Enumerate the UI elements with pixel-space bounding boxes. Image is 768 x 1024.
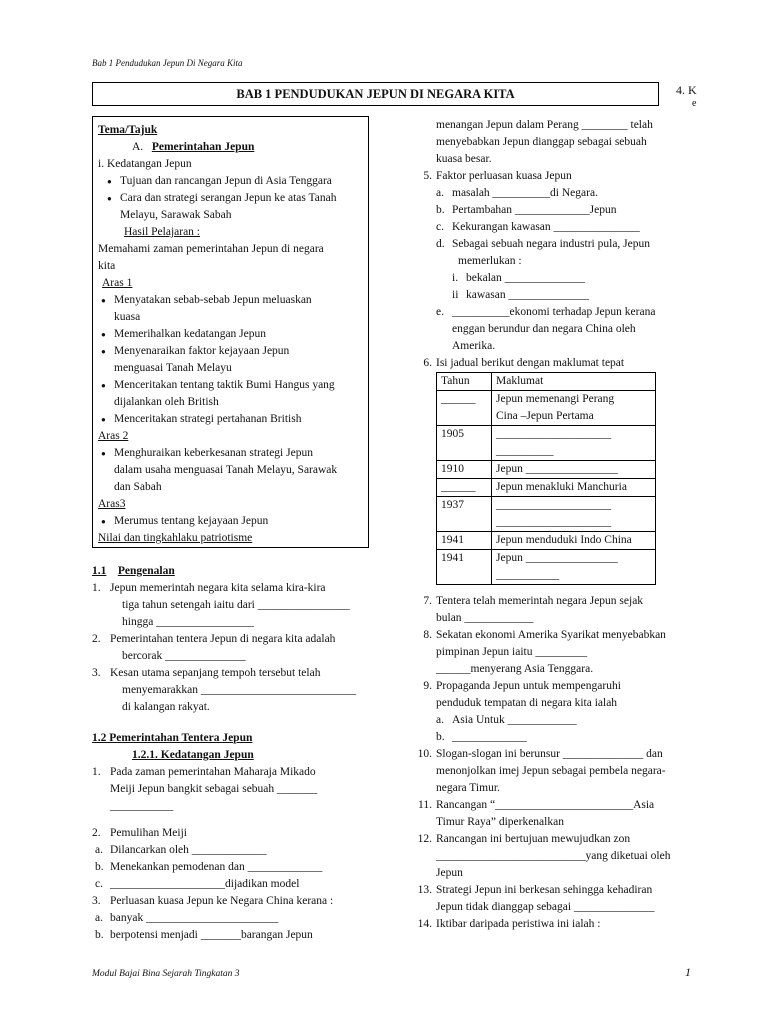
table-row: [437, 426, 656, 461]
bullet: ● Cara dan strategi serangan Jepun ke atas Tanah Melayu, Sarawak Sabah: [104, 190, 360, 224]
table-header-cell: Maklumat: [492, 373, 656, 391]
question-8: 8. Sekatan ekonomi Amerika Syarikat menyebabkan pimpinan Jepun iaitu _________ ______menyerang Asia Tenggara.: [423, 629, 666, 675]
bullet: ● Memerihalkan kedatangan Jepun: [98, 326, 360, 343]
left-column: [92, 563, 372, 944]
table-cell-info: Jepun menakluki Manchuria: [492, 479, 656, 497]
question-1: 1. Jepun memerintah negara kita selama kira-kira tiga tahun setengah iaitu dari ________________ hingga _________________: [92, 582, 350, 628]
question-r3: 3. Perluasan kuasa Jepun ke Negara China kerana :: [92, 895, 334, 907]
table-row: [437, 497, 656, 532]
table-cell-info[interactable]: Jepun ________________ ___________: [492, 550, 656, 585]
table-cell-info: Jepun menduduki Indo China: [492, 532, 656, 550]
question-5: 5. Faktor perluasan kuasa Jepun: [423, 170, 572, 182]
sub-i: i. Kedatangan Jepun: [98, 158, 192, 170]
question-13: 13. Strategi Jepun ini berkesan sehingga kehadiran Jepun tidak dianggap sebagai ______________: [417, 884, 655, 913]
bullet: ● Tujuan dan rancangan Jepun di Asia Tenggara: [104, 173, 360, 190]
answer-b: b. Pertambahan _____________Jepun: [436, 204, 617, 216]
table-row: [437, 550, 656, 585]
table-row: [437, 391, 656, 426]
table-cell-year: 1941: [437, 532, 492, 550]
answer-a: a. Asia Untuk ____________: [436, 714, 577, 726]
aras-1: Aras 1: [102, 277, 133, 289]
question-11: 11. Rancangan “________________________Asia Timur Raya” diperkenalkan: [418, 799, 655, 828]
topic-heading: Tema/Tajuk: [98, 124, 158, 136]
answer-d-ii: ii kawasan ______________: [452, 289, 589, 301]
section-1-1: 1.1 Pengenalan: [92, 565, 175, 577]
table-row: [437, 479, 656, 497]
nilai: Nilai dan tingkahlaku patriotisme: [98, 532, 253, 544]
answer-a: a. Dilancarkan oleh _____________: [95, 844, 267, 856]
answer-b: b. Menekankan pemodenan dan _____________: [95, 861, 323, 873]
table-header-row: [437, 373, 656, 391]
bullet: ● Menyatakan sebab-sebab Jepun meluaskan kuasa: [98, 292, 360, 326]
section-1-2-1: 1.2.1. Kedatangan Jepun: [132, 749, 254, 761]
bullet: ● Menceritakan strategi pertahanan British: [98, 411, 360, 428]
info-table: [436, 372, 656, 585]
question-r1: 1. Pada zaman pemerintahan Maharaja Mikado Meiji Jepun bangkit sebagai sebuah _______ ___________: [92, 766, 318, 812]
question-6: 6. Isi jadual berikut dengan maklumat tepat: [423, 357, 625, 369]
question-3: 3. Kesan utama sepanjang tempoh tersebut telah menyemarakkan ___________________________ di kalangan rakyat.: [92, 667, 357, 713]
answer-c: c. Kekurangan kawasan _______________: [436, 221, 640, 233]
table-cell-year: 1905: [437, 426, 492, 461]
page-number: 1: [685, 965, 691, 979]
answer-b: b. _____________: [436, 731, 527, 743]
table-cell-year: 1910: [437, 461, 492, 479]
topic-box: [92, 116, 369, 548]
answer-a: a. banyak _______________________: [95, 912, 279, 924]
answer-b: b. berpotensi menjadi _______barangan Jepun: [95, 929, 313, 941]
right-column: [410, 117, 700, 933]
table-cell-year[interactable]: ______: [437, 391, 492, 426]
aras-3: Aras3: [98, 498, 126, 510]
side-fragment: 4. K e: [676, 83, 697, 109]
table-header-cell: Tahun: [437, 373, 492, 391]
table-cell-year[interactable]: ______: [437, 479, 492, 497]
answer-c: c. ____________________dijadikan model: [95, 878, 300, 890]
table-cell-year: 1937: [437, 497, 492, 532]
answer-a: a. masalah __________di Negara.: [436, 187, 598, 199]
bullet: ● Menghuraikan keberkesanan strategi Jepun dalam usaha menguasai Tanah Melayu, Sarawak dan Sabah: [98, 445, 360, 496]
section-a: A. Pemerintahan Jepun: [132, 141, 255, 153]
answer-d: d. Sebagai sebuah negara industri pula, Jepun memerlukan :: [436, 238, 650, 267]
bullet: ● Merumus tentang kejayaan Jepun: [98, 513, 360, 530]
question-4-continued: menangan Jepun dalam Perang ________ telah menyebabkan Jepun dianggap sebagai sebuah kuasa besar.: [436, 119, 653, 165]
question-9: 9. Propaganda Jepun untuk mempengaruhi penduduk tempatan di negara kita ialah: [423, 680, 621, 709]
bullet: ● Menyenaraikan faktor kejayaan Jepun menguasai Tanah Melayu: [98, 343, 360, 377]
bullet: ● Menceritakan tentang taktik Bumi Hangus yang dijalankan oleh British: [98, 377, 360, 411]
table-cell-info[interactable]: ____________________ __________: [492, 426, 656, 461]
table-row: [437, 461, 656, 479]
question-10: 10. Slogan-slogan ini berunsur ______________ dan menonjolkan imej Jepun sebagai pembela negara- negara Timur.: [417, 748, 666, 794]
footer: Modul Bajai Bina Sejarah Tingkatan 3: [92, 969, 240, 979]
aras-2: Aras 2: [98, 430, 129, 442]
info-table-wrap: [410, 372, 700, 585]
question-14: 14. Iktibar daripada peristiwa ini ialah :: [417, 918, 601, 930]
chapter-title: BAB 1 PENDUDUKAN JEPUN DI NEGARA KITA: [92, 82, 659, 106]
table-cell-year: 1941: [437, 550, 492, 585]
table-row: [437, 532, 656, 550]
answer-d-i: i. bekalan ______________: [452, 272, 586, 284]
section-1-2: 1.2 Pemerintahan Tentera Jepun: [92, 732, 253, 744]
answer-e: e. __________ekonomi terhadap Jepun kerana enggan berundur dan negara China oleh Amerika.: [436, 306, 656, 352]
question-12: 12. Rancangan ini bertujuan mewujudkan zon __________________________yang diketuai oleh Jepun: [417, 833, 671, 879]
question-7: 7. Tentera telah memerintah negara Jepun sejak bulan ____________: [423, 595, 644, 624]
memahami: Memahami zaman pemerintahan Jepun di negara kita: [98, 243, 324, 272]
question-r2: 2. Pemulihan Meiji: [92, 827, 187, 839]
hasil-pelajaran: Hasil Pelajaran :: [124, 226, 201, 238]
table-cell-info[interactable]: Jepun ________________: [492, 461, 656, 479]
kebijaksanaan: [98, 547, 360, 548]
running-header: Bab 1 Pendudukan Jepun Di Negara Kita: [92, 58, 243, 68]
question-2: 2. Pemerintahan tentera Jepun di negara kita adalah bercorak ______________: [92, 633, 336, 662]
table-cell-info[interactable]: ____________________ ____________________: [492, 497, 656, 532]
table-cell-info[interactable]: Jepun memenangi Perang Cina –Jepun Pertama: [492, 391, 656, 426]
